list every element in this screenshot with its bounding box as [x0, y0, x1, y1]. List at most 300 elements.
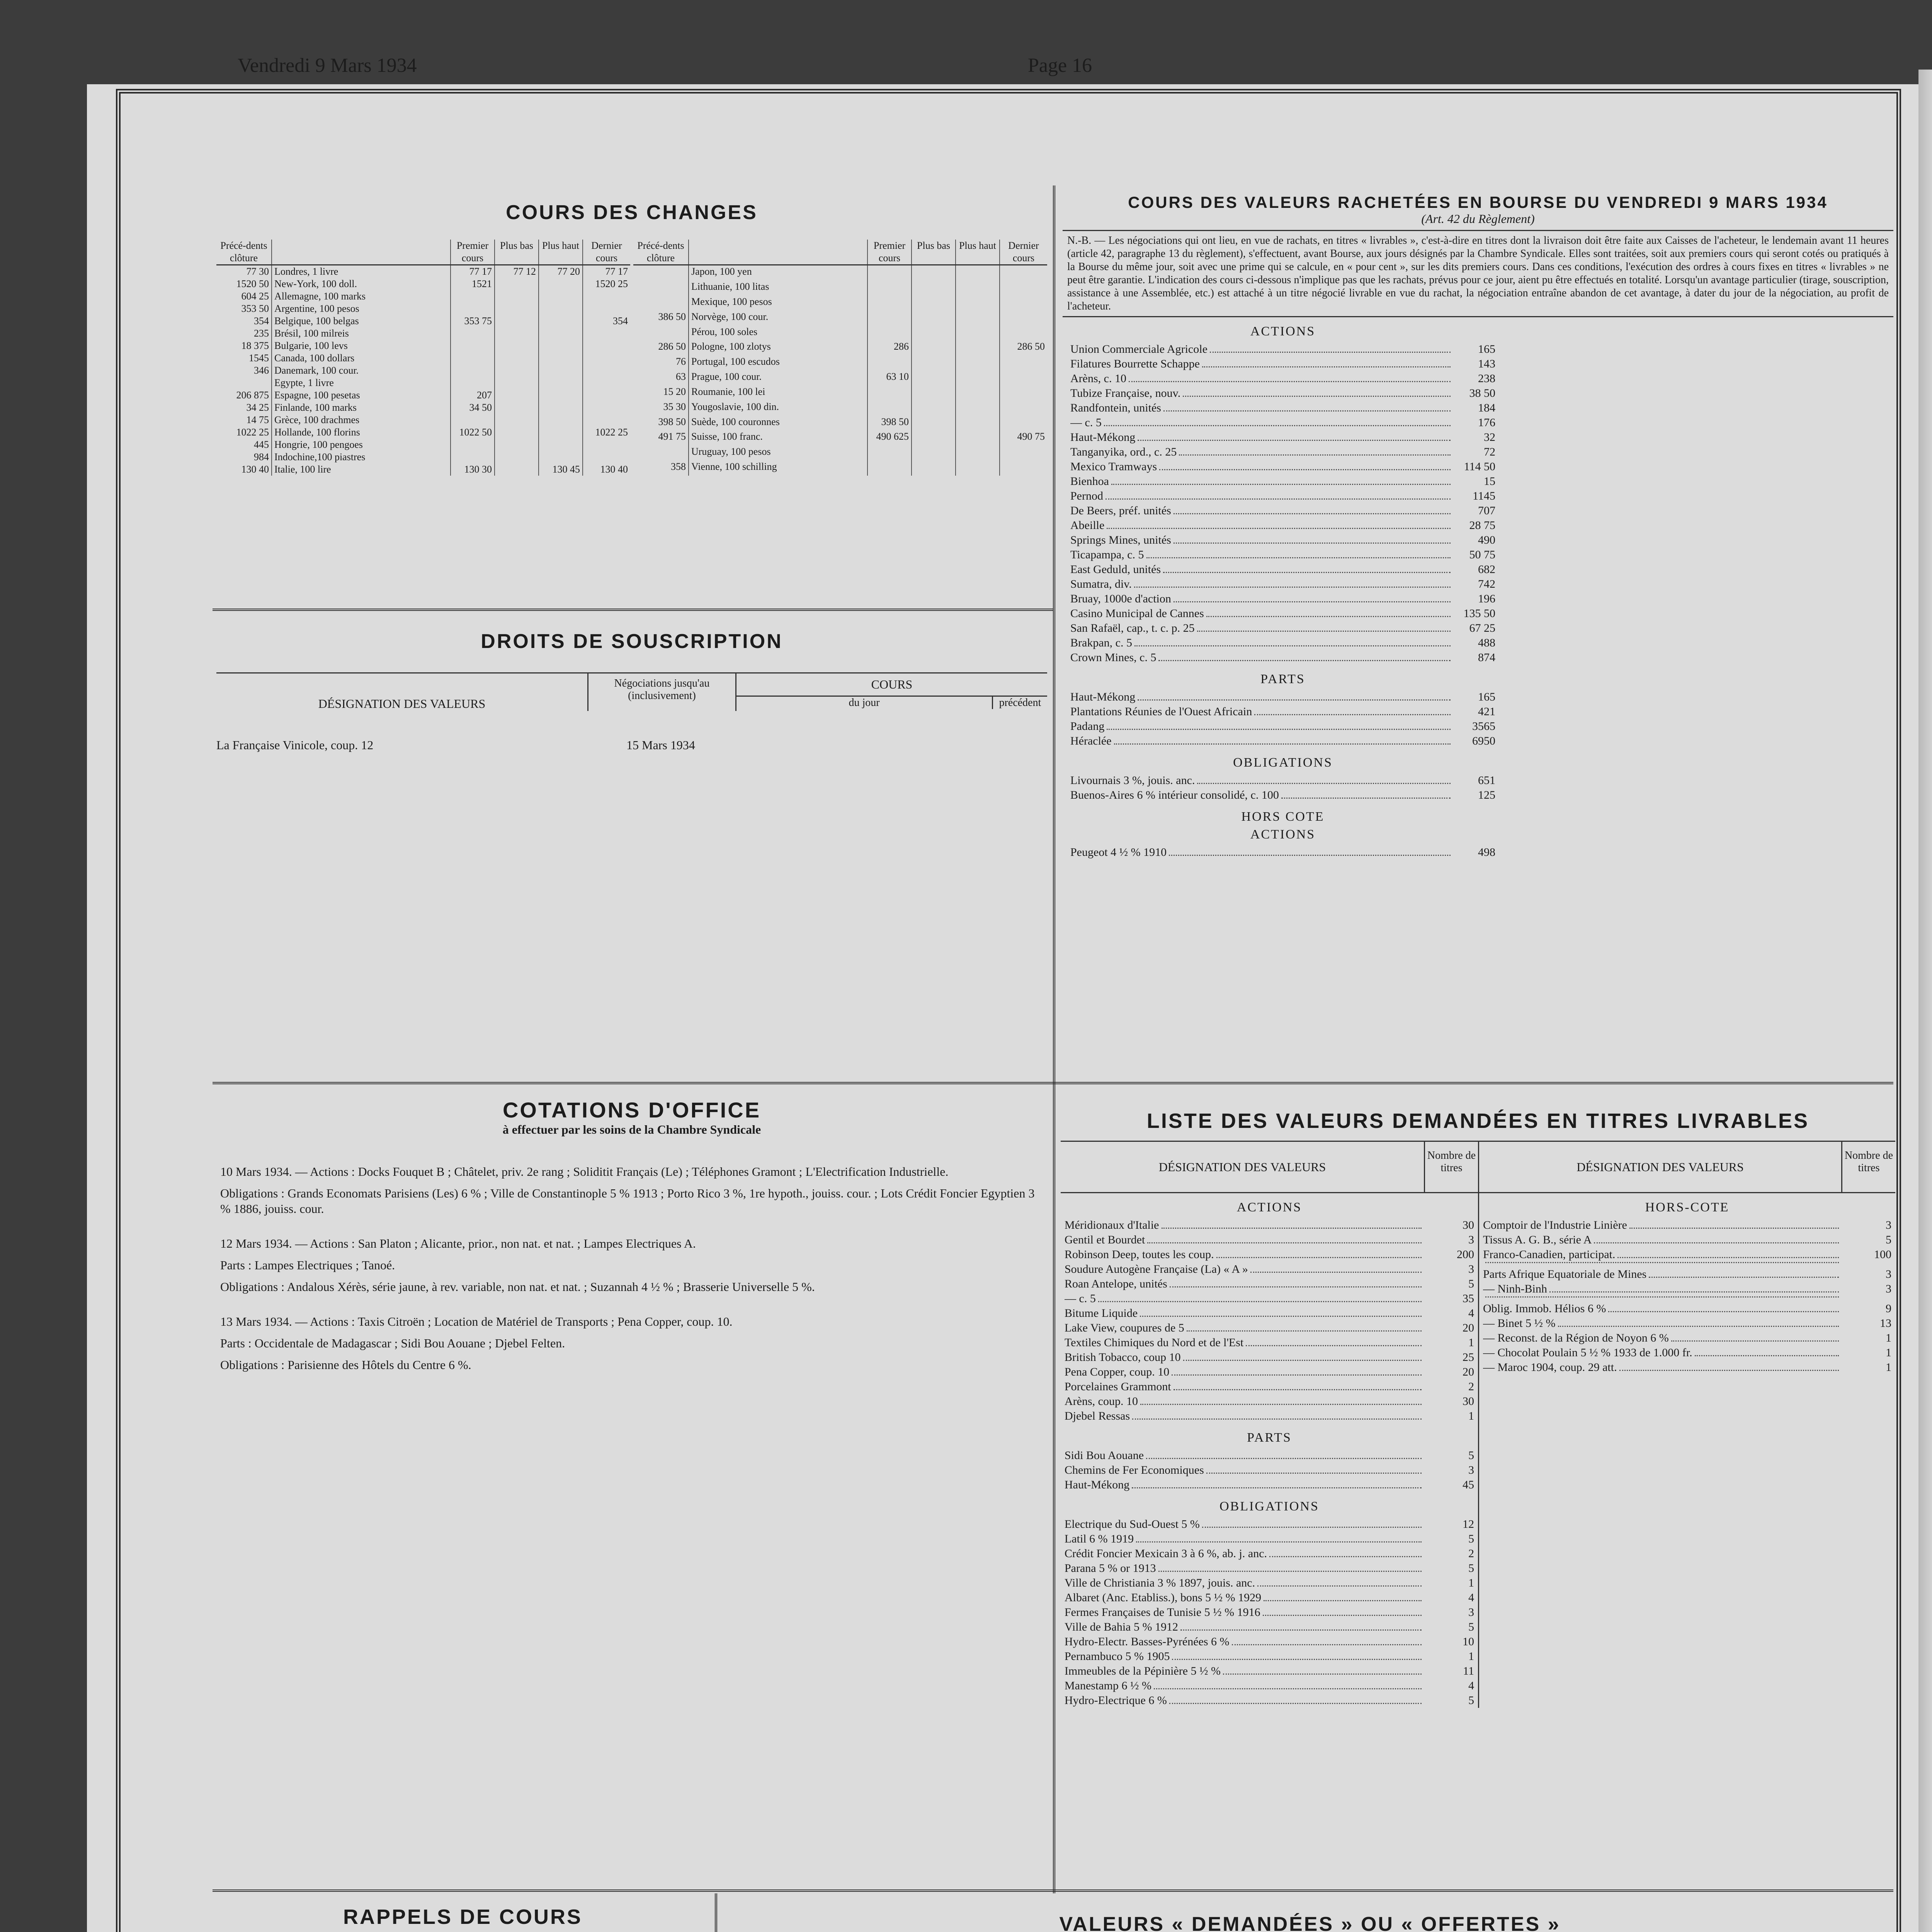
item-name: — Binet 5 ½ %	[1483, 1317, 1556, 1330]
item-name: Arèns, c. 10	[1070, 372, 1126, 385]
page-number: Page 16	[1028, 54, 1092, 77]
rate-cell: 398 50	[867, 416, 912, 431]
changes-section	[216, 201, 1047, 476]
leader-dots	[1132, 1478, 1422, 1488]
changes-row	[216, 315, 630, 327]
item-name: Padang	[1070, 720, 1105, 733]
item-name: Livournais 3 %, jouis. anc.	[1070, 774, 1195, 787]
item-name: Gentil et Bourdet	[1065, 1233, 1145, 1246]
rate-cell	[451, 414, 495, 426]
item-value: 651	[1478, 774, 1495, 787]
leader-dots	[1232, 1634, 1422, 1645]
list-item	[1065, 1291, 1474, 1306]
item-value: 25	[1463, 1351, 1474, 1364]
item-name: Oblig. Immob. Hélios 6 %	[1483, 1302, 1606, 1315]
col-bas: Plus bas	[912, 240, 956, 265]
rate-cell	[451, 327, 495, 340]
item-name: — Ninh-Binh	[1483, 1282, 1547, 1295]
divider-mid	[213, 1082, 1893, 1084]
rate-cell	[956, 296, 1000, 311]
rate-cell	[451, 377, 495, 389]
rate-cell: 346	[254, 365, 269, 376]
item-value	[1841, 1262, 1891, 1267]
item-name: Tanganyika, ord., c. 25	[1070, 446, 1177, 458]
col-dernier: Dernier cours	[583, 240, 630, 265]
rate-cell	[1000, 326, 1047, 341]
item-value: 30	[1463, 1219, 1474, 1231]
souscription-title: DROITS DE SOUSCRIPTION	[481, 630, 783, 653]
rate-cell: 77 20	[539, 265, 583, 278]
livrables-col-designation: DÉSIGNATION DES VALEURS	[1577, 1160, 1744, 1174]
item-value: 5	[1886, 1233, 1891, 1246]
changes-row	[216, 352, 630, 364]
leader-dots	[1250, 1262, 1422, 1273]
rate-cell	[583, 439, 630, 451]
item-value: 1	[1886, 1346, 1891, 1359]
list-item	[1070, 650, 1495, 665]
item-name: East Geduld, unités	[1070, 563, 1161, 576]
rate-cell	[867, 311, 912, 326]
souscription-cours-label: COURS	[871, 677, 913, 691]
leader-dots	[1169, 1693, 1422, 1704]
rate-cell	[1000, 446, 1047, 461]
changes-row	[633, 371, 1047, 386]
changes-title: COURS DES CHANGES	[506, 201, 758, 224]
rate-cell	[867, 446, 912, 461]
list-item	[1483, 1316, 1891, 1331]
rate-cell: 491 75	[658, 431, 686, 442]
currency-name: Espagne, 100 pesetas	[272, 389, 451, 401]
rate-cell: 490 625	[867, 430, 912, 446]
leader-dots	[1281, 788, 1451, 799]
currency-name: Vienne, 100 schilling	[689, 461, 867, 476]
item-value: 196	[1478, 592, 1495, 605]
rate-cell	[867, 281, 912, 296]
list-item	[1483, 1345, 1891, 1360]
leader-dots	[1210, 342, 1451, 353]
rachetees-actions-label: ACTIONS	[1250, 324, 1316, 338]
currency-name: New-York, 100 doll.	[272, 278, 451, 290]
currency-name: Danemark, 100 cour.	[272, 364, 451, 377]
rappels-title: RAPPELS DE COURS	[343, 1905, 583, 1929]
leader-dots	[1107, 719, 1451, 730]
currency-name: Finlande, 100 marks	[272, 401, 451, 414]
rate-cell	[451, 303, 495, 315]
rate-cell	[1000, 296, 1047, 311]
item-value: 1	[1886, 1361, 1891, 1374]
rate-cell	[495, 303, 539, 315]
leader-dots	[1140, 1394, 1422, 1405]
leader-dots	[1105, 489, 1451, 500]
currency-name: Egypte, 1 livre	[272, 377, 451, 389]
rate-cell	[956, 430, 1000, 446]
rate-cell	[912, 416, 956, 431]
currency-name: Italie, 100 lire	[272, 463, 451, 476]
list-item	[1070, 371, 1495, 386]
rate-cell	[912, 461, 956, 476]
item-name: Immeubles de la Pépinière 5 ½ %	[1065, 1665, 1221, 1677]
rate-cell	[633, 326, 689, 341]
rate-cell	[583, 303, 630, 315]
rate-cell: 1520 50	[236, 278, 269, 289]
list-item	[1070, 489, 1495, 503]
rate-cell: 130 30	[451, 463, 495, 476]
rate-cell: 77 30	[246, 266, 269, 277]
item-name: Bitume Liquide	[1065, 1307, 1138, 1320]
item-name: Textiles Chimiques du Nord et de l'Est	[1065, 1336, 1244, 1349]
rate-cell	[495, 426, 539, 439]
rate-cell	[583, 389, 630, 401]
item-name: Peugeot 4 ½ % 1910	[1070, 846, 1167, 859]
leader-dots	[1216, 1247, 1422, 1258]
currency-name: Pologne, 100 zlotys	[689, 340, 867, 355]
rate-cell	[451, 364, 495, 377]
item-value: 1	[1468, 1650, 1474, 1663]
livrables-actions-label: ACTIONS	[1236, 1200, 1302, 1214]
office-subtitle: à effectuer par les soins de la Chambre Syndicale	[502, 1122, 761, 1136]
item-value: 5	[1468, 1621, 1474, 1633]
currency-name: Brésil, 100 milreis	[272, 327, 451, 340]
office-paragraph: 13 Mars 1934. — Actions : Taxis Citroën ; Location de Matériel de Transports ; Pena Copper, coup. 10.	[220, 1315, 733, 1328]
item-value: 10	[1463, 1635, 1474, 1648]
rachetees-oblig-label: OBLIGATIONS	[1233, 755, 1333, 770]
item-value: 1	[1468, 1336, 1474, 1349]
rate-cell	[633, 265, 689, 281]
rate-cell	[633, 446, 689, 461]
rate-cell	[539, 364, 583, 377]
list-item	[1070, 548, 1495, 562]
currency-name: Japon, 100 yen	[689, 265, 867, 281]
rate-cell	[539, 352, 583, 364]
item-name: Crown Mines, c. 5	[1070, 651, 1156, 664]
item-value: 184	[1478, 401, 1495, 414]
leader-dots	[1264, 1590, 1422, 1601]
item-value: 498	[1478, 846, 1495, 859]
rate-cell: 286 50	[1000, 340, 1047, 355]
list-item	[1065, 1379, 1474, 1394]
item-name: Abeille	[1070, 519, 1105, 532]
rate-cell	[451, 290, 495, 303]
item-name: Plantations Réunies de l'Ouest Africain	[1070, 705, 1252, 718]
list-item	[1065, 1277, 1474, 1291]
list-item	[1065, 1561, 1474, 1576]
item-name: Latil 6 % 1919	[1065, 1532, 1134, 1545]
leader-dots	[1257, 1576, 1422, 1587]
list-item	[1070, 606, 1495, 621]
list-item	[1483, 1296, 1891, 1301]
rate-cell: 1520 25	[583, 278, 630, 290]
rate-cell	[539, 401, 583, 414]
list-item	[1483, 1262, 1891, 1267]
leader-dots	[1132, 1409, 1422, 1420]
item-value: 45	[1463, 1478, 1474, 1491]
rate-cell: 445	[254, 439, 269, 450]
list-item	[1065, 1335, 1474, 1350]
leader-dots	[1206, 1463, 1422, 1474]
list-item	[1065, 1448, 1474, 1463]
rate-cell	[495, 401, 539, 414]
rachetees-section	[1063, 193, 1893, 1078]
office-paragraph: 10 Mars 1934. — Actions : Docks Fouquet B ; Châtelet, priv. 2e rang ; Soliditit Français (Le) ; Téléphones Gramont ; L'Electrification Industrielle.	[220, 1165, 949, 1179]
currency-name: Grèce, 100 drachmes	[272, 414, 451, 426]
list-item	[1065, 1634, 1474, 1649]
rate-cell	[539, 327, 583, 340]
rate-cell	[912, 386, 956, 401]
rate-cell: 34 25	[246, 402, 269, 413]
rate-cell: 235	[254, 328, 269, 339]
list-item	[1070, 734, 1495, 748]
page-binding-edge	[1918, 70, 1932, 1932]
currency-name: Lithuanie, 100 litas	[689, 281, 867, 296]
item-name: Arèns, coup. 10	[1065, 1395, 1138, 1408]
list-item	[1065, 1247, 1474, 1262]
rate-cell	[583, 352, 630, 364]
livrables-col-nombre: Nombre de titres	[1424, 1142, 1478, 1192]
rate-cell	[495, 290, 539, 303]
leader-dots	[1617, 1247, 1839, 1258]
changes-row	[633, 386, 1047, 401]
changes-row	[216, 451, 630, 463]
rate-cell	[495, 340, 539, 352]
rate-cell	[495, 352, 539, 364]
item-name: Franco-Canadien, participat.	[1483, 1248, 1616, 1261]
rate-cell	[495, 327, 539, 340]
item-value: 5	[1468, 1449, 1474, 1462]
list-item	[1070, 401, 1495, 415]
changes-table-left	[216, 240, 630, 476]
item-value: 3	[1886, 1282, 1891, 1295]
currency-name: Allemagne, 100 marks	[272, 290, 451, 303]
rate-cell	[583, 377, 630, 389]
item-name: Bienhoa	[1070, 475, 1109, 488]
leader-dots	[1146, 548, 1451, 558]
leader-dots	[1138, 690, 1451, 701]
item-name: Tubize Française, nouv.	[1070, 387, 1181, 400]
col-haut: Plus haut	[956, 240, 1000, 265]
leader-dots	[1558, 1316, 1839, 1327]
rate-cell	[1000, 265, 1047, 281]
leader-dots	[1485, 1262, 1839, 1263]
item-name: Manestamp 6 ½ %	[1065, 1679, 1151, 1692]
rate-cell: 398 50	[658, 416, 686, 427]
item-name: Brakpan, c. 5	[1070, 636, 1132, 649]
currency-name: Indochine,100 piastres	[272, 451, 451, 463]
rate-cell	[451, 352, 495, 364]
list-item	[1070, 533, 1495, 548]
list-item	[1065, 1262, 1474, 1277]
list-item	[1065, 1532, 1474, 1546]
item-value: 38 50	[1469, 387, 1495, 400]
item-name: Fermes Françaises de Tunisie 5 ½ % 1916	[1065, 1606, 1260, 1619]
currency-name: Norvège, 100 cour.	[689, 311, 867, 326]
item-value: 50 75	[1469, 548, 1495, 561]
item-name: Ville de Bahia 5 % 1912	[1065, 1621, 1178, 1633]
currency-name: Prague, 100 cour.	[689, 371, 867, 386]
leader-dots	[1098, 1291, 1422, 1302]
rate-cell	[495, 377, 539, 389]
rate-cell	[1000, 401, 1047, 416]
list-item	[1483, 1218, 1891, 1233]
rate-cell	[956, 386, 1000, 401]
item-name: Djebel Ressas	[1065, 1410, 1130, 1422]
list-item	[1483, 1282, 1891, 1296]
leader-dots	[1223, 1664, 1422, 1675]
rate-cell	[539, 439, 583, 451]
changes-row	[633, 311, 1047, 326]
changes-row	[216, 278, 630, 290]
rate-cell	[956, 401, 1000, 416]
item-name: Pena Copper, coup. 10	[1065, 1366, 1170, 1378]
col-precedents: Précé-dents clôture	[216, 240, 272, 265]
leader-dots	[1146, 1448, 1422, 1459]
souscription-col-date: Négociations jusqu'au (inclusivement)	[587, 673, 735, 711]
rachetees-hc-actions-label: ACTIONS	[1250, 827, 1316, 842]
livrables-oblig-label: OBLIGATIONS	[1219, 1499, 1319, 1514]
rate-cell	[495, 389, 539, 401]
col-devise	[689, 240, 867, 265]
list-item	[1070, 386, 1495, 401]
item-value	[1841, 1296, 1891, 1301]
list-item	[1065, 1409, 1474, 1423]
item-value: 490	[1478, 534, 1495, 546]
item-value: 742	[1478, 578, 1495, 590]
changes-row	[216, 401, 630, 414]
rate-cell	[539, 278, 583, 290]
rate-cell: 604 25	[241, 291, 269, 302]
changes-row	[216, 377, 630, 389]
rate-cell	[912, 281, 956, 296]
livrables-parts-label: PARTS	[1247, 1430, 1292, 1445]
livrables-col-designation: DÉSIGNATION DES VALEURS	[1158, 1160, 1326, 1174]
rate-cell	[867, 265, 912, 281]
leader-dots	[1179, 445, 1451, 456]
rate-cell	[912, 355, 956, 371]
item-value: 15	[1484, 475, 1495, 488]
leader-dots	[1197, 773, 1451, 784]
rate-cell	[539, 426, 583, 439]
item-value: 4	[1468, 1307, 1474, 1320]
rate-cell	[912, 371, 956, 386]
leader-dots	[1619, 1360, 1839, 1371]
office-paragraph: 12 Mars 1934. — Actions : San Platon ; Alicante, prior., non nat. et nat. ; Lampes Electriques A.	[220, 1236, 696, 1250]
item-name: Porcelaines Grammont	[1065, 1380, 1171, 1393]
leader-dots	[1183, 1350, 1422, 1361]
list-item	[1483, 1247, 1891, 1262]
leader-dots	[1134, 577, 1451, 588]
rate-cell: 77 12	[495, 265, 539, 278]
list-item	[1070, 845, 1495, 860]
list-item	[1070, 719, 1495, 734]
item-name: Haut-Mékong	[1065, 1478, 1130, 1491]
rate-cell	[956, 461, 1000, 476]
item-value: 125	[1478, 789, 1495, 801]
item-name: Roan Antelope, unités	[1065, 1277, 1167, 1290]
item-value: 114 50	[1464, 460, 1495, 473]
rate-cell	[583, 401, 630, 414]
leader-dots	[1206, 606, 1451, 617]
list-item	[1070, 621, 1495, 636]
leader-dots	[1154, 1679, 1422, 1689]
item-value: 3	[1468, 1233, 1474, 1246]
item-name: Hydro-Electr. Basses-Pyrénées 6 %	[1065, 1635, 1230, 1648]
changes-row	[633, 265, 1047, 281]
rate-cell	[495, 364, 539, 377]
item-name: Ticapampa, c. 5	[1070, 548, 1144, 561]
rate-cell: 386 50	[658, 311, 686, 322]
rate-cell	[1000, 416, 1047, 431]
item-name: Soudure Autogène Française (La) « A »	[1065, 1263, 1248, 1276]
list-item	[1065, 1664, 1474, 1679]
leader-dots	[1138, 430, 1451, 441]
currency-name: Suède, 100 couronnes	[689, 416, 867, 431]
item-value: 5	[1468, 1694, 1474, 1707]
rate-cell: 1545	[249, 352, 269, 364]
leader-dots	[1173, 592, 1451, 602]
rachetees-subtitle: (Art. 42 du Règlement)	[1421, 212, 1535, 226]
item-name: Springs Mines, unités	[1070, 534, 1171, 546]
office-paragraph: Obligations : Parisienne des Hôtels du Centre 6 %.	[220, 1358, 471, 1372]
list-item	[1070, 690, 1495, 704]
item-value: 682	[1478, 563, 1495, 576]
rate-cell: 77 17	[451, 265, 495, 278]
changes-row	[216, 414, 630, 426]
leader-dots	[1202, 357, 1451, 367]
rate-cell: 130 40	[583, 463, 630, 476]
leader-dots	[1173, 1379, 1422, 1390]
item-value: 3	[1468, 1263, 1474, 1276]
rate-cell	[583, 451, 630, 463]
rate-cell	[1000, 311, 1047, 326]
rate-cell: 353 50	[241, 303, 269, 314]
item-value: 5	[1468, 1277, 1474, 1290]
currency-name: Hollande, 100 florins	[272, 426, 451, 439]
col-precedents: Précé-dents clôture	[633, 240, 689, 265]
rate-cell: 207	[451, 389, 495, 401]
list-item	[1070, 518, 1495, 533]
changes-row	[633, 355, 1047, 371]
list-item	[1065, 1233, 1474, 1247]
rate-cell	[867, 355, 912, 371]
leader-dots	[1129, 371, 1451, 382]
item-name: Crédit Foncier Mexicain 3 à 6 %, ab. j. anc.	[1065, 1547, 1267, 1560]
rachetees-note: N.-B. — Les négociations qui ont lieu, en vue de rachats, en titres « livrables », c'est-à-dire en titres dont la livraison doit être faite aux Caisses de l'acheteur, le lendemain avant 11 heures (article 42, paragraphe 13 du règlement), s'effectuent, avant Bourse, aux jours désignés par la Chambre Syndicale. Elles sont traitées, soit aux premiers cours qui seront cotés ou pratiqués à la Bourse du même jour, soit avec une prime qui se calcule, en « pour cent », sur les dits premiers cours. Dans ces conditions, l'exécution des ordres à cours fixes en titres « livrables » ne peut être garantie. L'indication des cours ci-dessous n'implique pas que les rachats, prévus pour ce jour, aient pu être effectués en totalité. Lorsqu'un avantage particulier (tirage, souscription, assistance à une Assemblée, etc.) est attaché à un titre négocié livrable en vue du rachat, la négociation entraîne abandon de cet avantage, à dater du jour de la négociation, au profit de l'acheteur.	[1063, 230, 1893, 317]
rate-cell: 77 17	[583, 265, 630, 278]
souscription-du-jour: du jour	[849, 697, 880, 709]
changes-row	[633, 296, 1047, 311]
list-item	[1065, 1605, 1474, 1620]
rate-cell	[867, 296, 912, 311]
list-item	[1070, 577, 1495, 592]
list-item	[1070, 474, 1495, 489]
list-item	[1070, 357, 1495, 371]
list-item	[1070, 445, 1495, 459]
leader-dots	[1202, 1517, 1422, 1528]
changes-row	[216, 439, 630, 451]
item-value: 143	[1478, 357, 1495, 370]
item-value: 238	[1478, 372, 1495, 385]
item-name: Parana 5 % or 1913	[1065, 1562, 1156, 1575]
souscription-col-cours	[735, 673, 1047, 711]
currency-name: Pérou, 100 soles	[689, 326, 867, 341]
rate-cell	[912, 311, 956, 326]
rate-cell: 63	[676, 371, 686, 383]
currency-name: Belgique, 100 belgas	[272, 315, 451, 327]
rate-cell	[956, 416, 1000, 431]
item-value: 1	[1886, 1332, 1891, 1344]
item-name: Albaret (Anc. Etabliss.), bons 5 ½ % 1929	[1065, 1591, 1262, 1604]
currency-name: Bulgarie, 100 levs	[272, 340, 451, 352]
item-value: 28 75	[1469, 519, 1495, 532]
